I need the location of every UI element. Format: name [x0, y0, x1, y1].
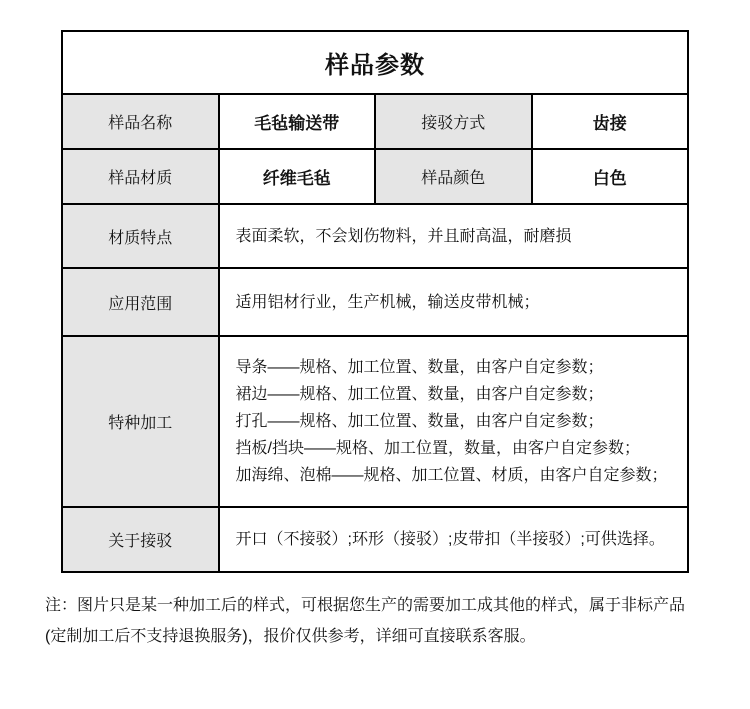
- detail-line: 开口（不接驳）;环形（接驳）;皮带扣（半接驳）;可供选择。: [235, 531, 665, 548]
- sample-name-label: 样品名称: [62, 94, 219, 149]
- sample-color-value: 白色: [532, 149, 689, 204]
- detail-line: 导条——规格、加工位置、数量，由客户自定参数；: [235, 359, 604, 376]
- about-joint-value: [219, 507, 689, 572]
- special-processing-value: [219, 336, 689, 507]
- special-processing-label: 特种加工: [62, 336, 219, 507]
- detail-line: 加海绵、泡棉——规格、加工位置、材质，由客户自定参数；: [235, 467, 668, 484]
- joint-method-value: 齿接: [532, 94, 689, 149]
- sample-name-value: 毛毡输送带: [219, 94, 376, 149]
- sample-color-label: 样品颜色: [375, 149, 532, 204]
- detail-line: 挡板/挡块——规格、加工位置，数量，由客户自定参数；: [235, 440, 640, 457]
- footnote: 注：图片只是某一种加工后的样式，可根据您生产的需要加工成其他的样式，属于非标产品(定制加工后不支持退换服务)，报价仅供参考，详细可直接联系客服。: [45, 597, 686, 645]
- table-row: [62, 336, 688, 507]
- detail-line: 打孔——规格、加工位置、数量，由客户自定参数；: [235, 413, 604, 430]
- application-scope-label: 应用范围: [62, 268, 219, 336]
- sample-parameters-table: [61, 30, 689, 573]
- sample-material-value: 纤维毛毡: [219, 149, 376, 204]
- about-joint-label: 关于接驳: [62, 507, 219, 572]
- table-row: [62, 149, 688, 204]
- detail-line: 裙边——规格、加工位置、数量，由客户自定参数；: [235, 386, 604, 403]
- joint-method-label: 接驳方式: [375, 94, 532, 149]
- table-row: [62, 94, 688, 149]
- table-row: [62, 268, 688, 336]
- detail-line: 表面柔软，不会划伤物料，并且耐高温，耐磨损: [235, 227, 572, 245]
- detail-line: 适用铝材行业，生产机械，输送皮带机械；: [235, 293, 540, 311]
- material-feature-label: 材质特点: [62, 204, 219, 268]
- title-row: [62, 31, 688, 94]
- material-feature-value: [219, 204, 689, 268]
- table-row: [62, 507, 688, 572]
- table-row: [62, 204, 688, 268]
- sample-material-label: 样品材质: [62, 149, 219, 204]
- table-title: 样品参数: [62, 31, 688, 94]
- application-scope-value: [219, 268, 689, 336]
